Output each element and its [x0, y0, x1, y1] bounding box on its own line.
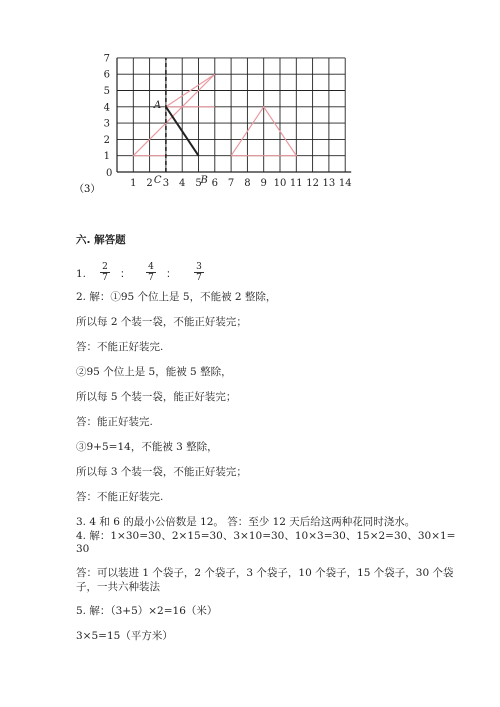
y-tick-label: 7	[103, 53, 110, 65]
q1-fraction-3	[194, 262, 204, 283]
answer-line: 所以每 5 个装一袋，能正好装完；	[76, 391, 237, 403]
x-tick-label: 3	[162, 178, 170, 189]
y-tick-label: 1	[103, 151, 110, 163]
x-tick-label: 8	[244, 178, 251, 189]
x-tick-label: 9	[260, 178, 267, 189]
answer-line: 5. 解：（3+5）×2=16（米）	[76, 605, 218, 617]
answer-line: 答：不能正好装完.	[76, 491, 164, 503]
answer-line: 4. 解：1×30=30、2×15=30、3×10=30、10×3=30、15×2=30、30×1=	[76, 530, 456, 542]
y-tick-label: 6	[103, 69, 110, 81]
answer-line: ②95 个位上是 5，能被 5 整除，	[76, 366, 232, 378]
left-triangle	[133, 74, 215, 156]
answer-line: 3. 4 和 6 的最小公倍数是 12。 答：至少 12 天后给这两种花同时浇水。	[76, 516, 416, 528]
answer-line: 3×5=15（平方米）	[76, 630, 173, 642]
section-title: 六. 解答题	[76, 234, 126, 246]
q1-fraction-1	[100, 262, 110, 283]
fraction-denominator: 7	[102, 273, 108, 283]
q1-separator: ：	[120, 268, 131, 280]
fraction-denominator: 7	[196, 273, 202, 283]
x-tick-label: 13	[322, 178, 336, 189]
x-tick-label: 14	[338, 178, 352, 189]
answer-line: 答：不能正好装完.	[76, 341, 164, 353]
x-tick-label: 4	[179, 178, 186, 189]
q1-fraction-2	[146, 262, 156, 283]
fraction-numerator: 2	[100, 262, 110, 273]
fraction-denominator: 7	[148, 273, 154, 283]
point-b-label: B	[200, 175, 208, 186]
point-c-label: C	[153, 175, 162, 186]
figure-label: （3）	[74, 184, 101, 195]
x-tick-label: 7	[227, 178, 235, 189]
answer-line: 子，一共六种装法	[76, 581, 160, 593]
answer-line: 答：能正好装完.	[76, 416, 153, 428]
fraction-numerator: 4	[146, 262, 156, 273]
x-tick-label: 1	[130, 178, 137, 189]
x-tick-label: 12	[306, 178, 319, 189]
x-tick-label: 11	[289, 178, 303, 189]
answer-line: 所以每 2 个装一袋，不能正好装完；	[76, 316, 247, 328]
y-tick-label: 3	[103, 118, 110, 130]
x-axis-ticks	[130, 178, 351, 189]
fraction-numerator: 3	[194, 262, 204, 273]
x-tick-label: 6	[211, 178, 218, 189]
x-tick-label: 2	[146, 178, 153, 189]
left-triangle-shape	[133, 74, 215, 156]
answer-line: 答：可以装进 1 个袋子，2 个袋子，3 个袋子，10 个袋子，15 个袋子，30 个袋	[76, 567, 454, 579]
x-tick-label: 10	[273, 178, 287, 189]
origin-label: 0	[106, 168, 113, 179]
answer-line: 30	[76, 543, 90, 555]
q1-separator: ：	[166, 268, 177, 280]
grid-figure	[0, 0, 500, 215]
answer-line: ③9+5=14，不能被 3 整除，	[76, 441, 218, 453]
answer-line: 2. 解：①95 个位上是 5，不能被 2 整除，	[76, 291, 277, 303]
q1-prefix: 1.	[76, 268, 87, 280]
axes	[117, 58, 351, 172]
answer-line: 所以每 3 个装一袋，不能正好装完；	[76, 466, 247, 478]
y-tick-label: 2	[103, 134, 110, 146]
x-tick-label: 5	[195, 178, 202, 189]
point-a-label: A	[153, 99, 162, 111]
y-tick-label: 4	[103, 102, 110, 114]
y-axis-ticks	[104, 53, 110, 162]
y-tick-label: 5	[103, 86, 110, 97]
